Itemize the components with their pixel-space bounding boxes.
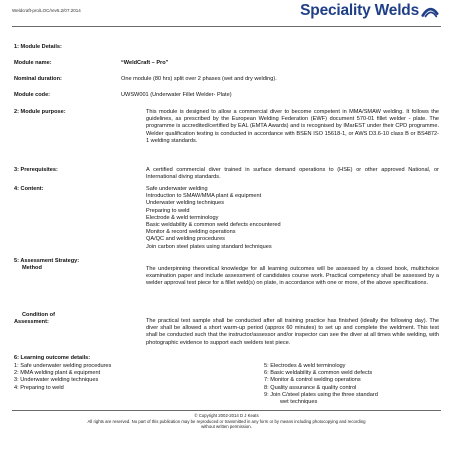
list-item: Underwater welding techniques [146, 200, 225, 207]
condition-label: Condition of [22, 312, 55, 318]
list-item: Safe underwater welding [146, 186, 208, 192]
learning-outcomes-right [264, 363, 378, 406]
module-details-heading: 1: Module Details: [14, 44, 62, 50]
list-item: 8: Quality assurance & quality control [264, 384, 357, 391]
list-item: Electrode & weld terminology [146, 214, 219, 221]
module-purpose-heading: 2: Module purpose: [14, 109, 66, 115]
footer-divider [12, 410, 441, 411]
footer [12, 413, 441, 430]
learning-outcomes [14, 363, 444, 406]
rights-text: All rights are reserved. No part of this publication may be reproduced or transmitted in any form or by means including photocopying and recording [87, 418, 366, 424]
speciality-welds-logo [300, 2, 439, 20]
list-item: 2: MMA welding plant & equipment [14, 370, 101, 377]
condition-label-assessment: Assessment: [14, 319, 49, 325]
list-item: 3: Underwater welding techniques [14, 377, 99, 384]
list-item: Basic weldability & common weld defects encountered [146, 222, 281, 229]
list-item: 7: Monitor & control welding operations [264, 377, 361, 384]
module-purpose-text: This module is designed to allow a commercial diver to become competent in MMA/SMAW welding. It follows the guidelines, as prescribed by the European Welding Federation (EWF) document 570-01 fillet welder - plate. The programme is accredited/certified by EAL (EMTA Awards) and is recognised by IMarEST under their CPD programme. Welder qualification testing is conducted in accordance with BSEN ISO 15618-1, or AWS D3.6-10 class B or BS4872-1 welding standards. [146, 109, 439, 144]
module-name-label: Module name: [14, 60, 52, 66]
rights-text-continued: without written permission. [201, 424, 252, 430]
list-item: Monitor & record welding operations [146, 229, 236, 236]
list-item: wet techniques [280, 399, 318, 406]
list-item: 9: Join C/steel plates using the three standard [264, 391, 378, 398]
document-reference: Weldcraft-pro/LOC/rev5.2/07.2014 [12, 8, 81, 13]
header-divider [12, 26, 441, 27]
list-item: 1: Safe underwater welding procedures [14, 363, 112, 369]
content-heading: 4: Content: [14, 186, 44, 192]
list-item: QA/QC and welding procedures [146, 236, 225, 243]
module-code-label: Module code: [14, 92, 51, 98]
weld-bead-icon [421, 2, 439, 20]
learning-outcomes-heading: 6: Learning outcome details: [14, 355, 91, 361]
assessment-method-label: Method [22, 265, 42, 271]
nominal-duration-label: Nominal duration: [14, 76, 62, 82]
learning-outcomes-left [14, 363, 264, 406]
list-item: Preparing to weld [146, 207, 190, 214]
list-item: 4: Preparing to weld [14, 384, 64, 391]
condition-of-assessment-text: The practical test sample shall be conducted after all training practice has finished (ideally the following day). The diver shall be allowed a short warm-up period (approx 60 minutes) to set up and complete the weldment. This test shall be conducted such that the instructor/assessor and/or inspector can see the diver at all times while welding, with photographic evidence to support each welders test piece. [146, 318, 439, 346]
logo-text: Speciality Welds [300, 2, 419, 19]
list-item: 5: Electrodes & weld terminology [264, 363, 346, 369]
list-item: 6: Basic weldability & common weld defects [264, 370, 373, 377]
module-name-value: “WeldCraft – Pro” [121, 60, 169, 66]
list-item: Introduction to SMAW/MMA plant & equipment [146, 193, 262, 200]
prerequisites-heading: 3: Prerequisites: [14, 167, 58, 173]
content-list [146, 186, 281, 251]
list-item: Join carbon steel plates using standard techniques [146, 243, 272, 250]
assessment-strategy-heading: 5: Assessment Strategy: [14, 258, 80, 264]
prerequisites-text: A certified commercial diver trained in surface demand operations to (HSE) or other approved National, or International diving standards. [146, 167, 439, 181]
copyright-text: © Copyright 2002-2014 D J Keats [194, 413, 259, 418]
module-code-value: UWSW001 (Underwater Fillet Welder- Plate) [121, 92, 232, 98]
nominal-duration-value: One module (80 hrs) split over 2 phases (wet and dry welding). [121, 76, 277, 82]
assessment-method-text: The underpinning theoretical knowledge for all learning outcomes will be assessed by a closed book, multichoice examination paper and include assessment of candidates course work. Practical competency shall be assessed by a welder approval test piece for a fillet weld(s) on plate, in accordance with one or more, of the above specifications. [146, 266, 439, 287]
